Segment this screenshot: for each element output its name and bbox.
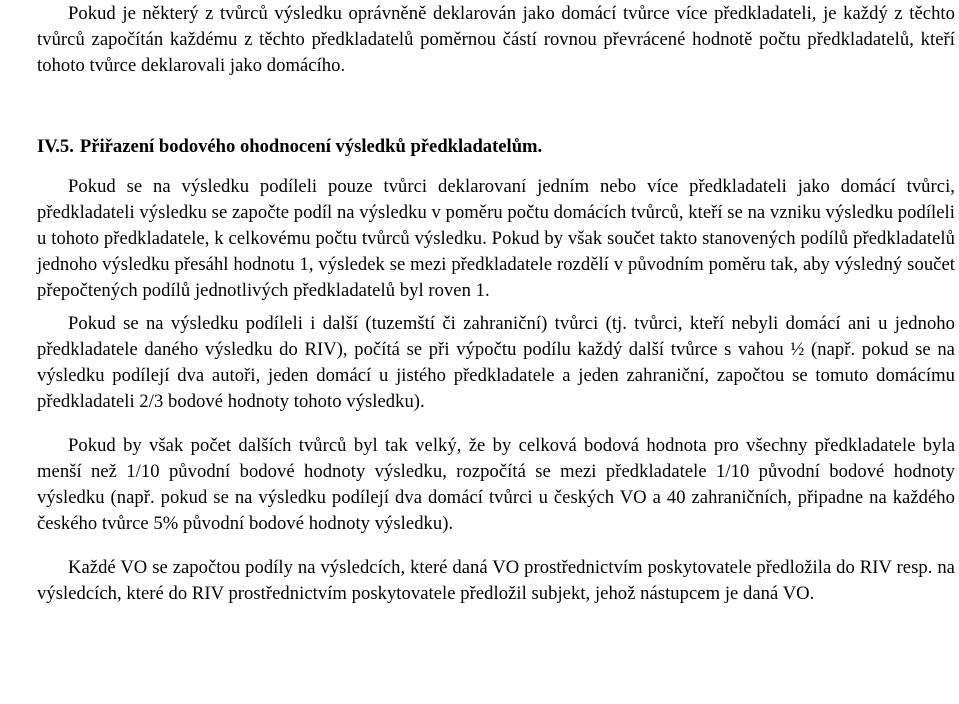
paragraph-intro: Pokud je některý z tvůrců výsledku oprávněně deklarován jako domácí tvůrce více předkladateli, je každý z těchto tvůrců započítán každému z těchto předkladatelů poměrnou částí rovnou převrácené hodnotě počtu předkladatelů, kteří tohoto tvůrce deklarovali jako domácího. — [37, 3, 955, 76]
paragraph-2: Pokud se na výsledku podíleli i další (tuzemští či zahraniční) tvůrci (tj. tvůrci, kteří nebyli domácí ani u jednoho předkladatele daného výsledku do RIV), počítá se při výpočtu podílu každý další tvůrce s vahou ½ (např. pokud se na výsledku podílejí dva autoři, jeden domácí u jistého předkladatele a jeden zahraniční, započtou se tomuto domácímu předkladateli 2/3 bodové hodnoty tohoto výsledku). — [37, 313, 955, 412]
section-heading — [37, 134, 955, 160]
paragraph-4: Každé VO se započtou podíly na výsledcích, které daná VO prostřednictvím poskytovatele předložila do RIV resp. na výsledcích, které do RIV prostřednictvím poskytovatele předložil subjekt, jehož nástupcem je daná VO. — [37, 557, 955, 604]
section-title: Přiřazení bodového ohodnocení výsledků předkladatelům. — [79, 136, 543, 157]
paragraph-1: Pokud se na výsledku podíleli pouze tvůrci deklarovaní jedním nebo více předkladateli jako domácí tvůrci, předkladateli výsledku se započte podíl na výsledku v poměru počtu domácích tvůrců, kteří se na vzniku výsledku podíleli u tohoto předkladatele, k celkovému počtu tvůrců výsledku. Pokud by však součet takto stanovených podílů předkladatelů jednoho výsledku přesáhl hodnotu 1, výsledek se mezi předkladatele rozdělí v původním poměru tak, aby výsledný součet přepočtených podílů jednotlivých předkladatelů byl roven 1. — [37, 176, 955, 301]
section-number: IV.5. — [37, 136, 74, 157]
document-page — [37, 0, 955, 607]
paragraph-3: Pokud by však počet dalších tvůrců byl tak velký, že by celková bodová hodnota pro všechny předkladatele byla menší než 1/10 původní bodové hodnoty výsledku, rozpočítá se mezi předkladatele 1/10 původní bodové hodnoty výsledku (např. pokud se na výsledku podílejí dva domácí tvůrci u českých VO a 40 zahraničních, připadne na každého českého tvůrce 5% původní bodové hodnoty výsledku). — [37, 435, 955, 534]
